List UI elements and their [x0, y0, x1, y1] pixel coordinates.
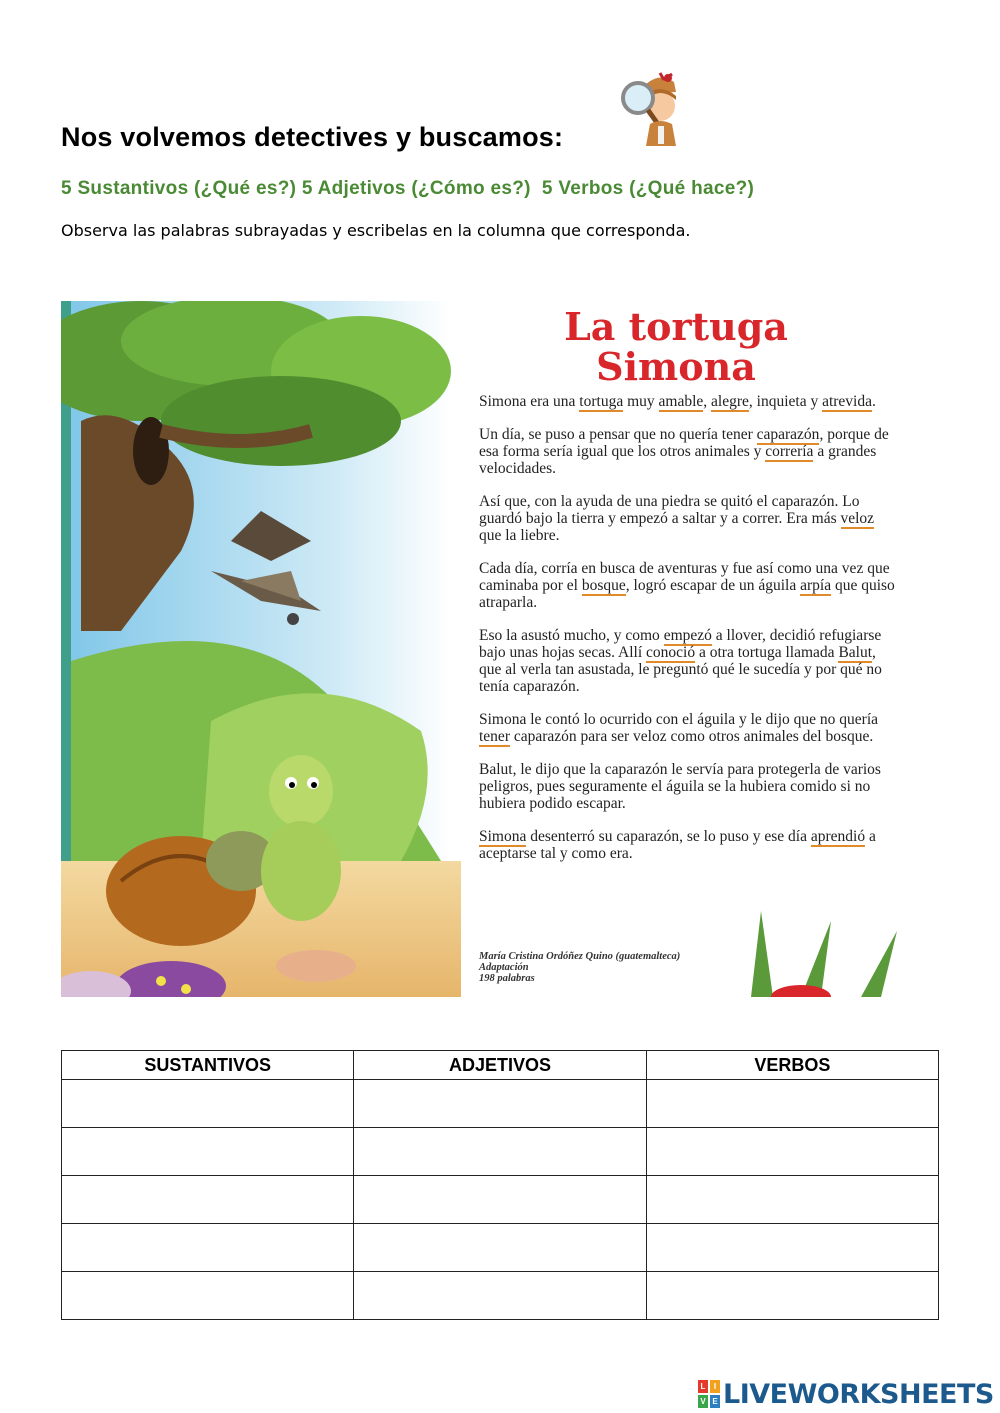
story-paragraph — [479, 393, 897, 410]
text: muy — [623, 393, 659, 410]
answer-cell-sustantivo[interactable] — [62, 1128, 354, 1176]
text: , logró escapar de un águila — [625, 577, 801, 594]
text: . — [872, 393, 876, 410]
story-paragraph — [479, 711, 897, 745]
story-paragraph — [479, 627, 897, 695]
answer-row — [62, 1272, 939, 1320]
answer-table-body — [62, 1080, 939, 1320]
logo-mark-icon — [698, 1380, 720, 1408]
underlined-word: Balut — [838, 644, 873, 661]
page-title: Nos volvemos detectives y buscamos: — [61, 122, 564, 152]
story-title-line1: La tortuga — [564, 304, 788, 349]
answer-cell-adjetivo[interactable] — [354, 1176, 646, 1224]
instruction-text: Observa las palabras subrayadas y escribelas en la columna que corresponda. — [61, 221, 691, 240]
text: Simona era una — [479, 393, 580, 410]
underlined-word: conoció — [646, 644, 696, 661]
story-paragraph — [479, 828, 897, 862]
text: , inquieta y — [748, 393, 823, 410]
liveworksheets-logo — [698, 1377, 994, 1411]
underlined-word: caparazón — [756, 426, 820, 443]
story-paragraph — [479, 426, 897, 477]
credit-note: Adaptación — [479, 962, 529, 973]
underlined-word: veloz — [840, 510, 875, 527]
text: que quiso atraparla. — [479, 577, 895, 611]
column-header-adjetivos: ADJETIVOS — [354, 1051, 646, 1080]
story-credit — [479, 951, 680, 984]
answer-cell-adjetivo[interactable] — [354, 1128, 646, 1176]
text: a llover, decidió refugiarse bajo unas hojas secas. Allí — [479, 627, 882, 661]
logo-letter: I — [710, 1380, 720, 1393]
text: Así que, con la ayuda de una piedra se quitó el caparazón. Lo guardó bajo la tierra y empezó a saltar y a correr. Era más — [479, 493, 860, 527]
answer-cell-adjetivo[interactable] — [354, 1272, 646, 1320]
credit-words: 198 palabras — [479, 973, 535, 984]
column-header-sustantivos: SUSTANTIVOS — [62, 1051, 354, 1080]
answer-cell-verbo[interactable] — [646, 1128, 938, 1176]
answer-cell-verbo[interactable] — [646, 1176, 938, 1224]
answer-cell-adjetivo[interactable] — [354, 1080, 646, 1128]
story-title — [481, 304, 871, 389]
text: Simona le contó lo ocurrido con el águila y le dijo que no quería — [479, 711, 879, 728]
instruction-subtitle: 5 Sustantivos (¿Qué es?) 5 Adjetivos (¿Cómo es?) 5 Verbos (¿Qué hace?) — [61, 178, 755, 199]
text: Eso la asustó mucho, y como — [479, 627, 664, 644]
text: Balut, le dijo que la caparazón le servía para protegerla de varios peligros, pues seguramente el águila se la hubiera comido si no hubiera podido escapar. — [479, 761, 881, 812]
credit-author: María Cristina Ordóñez Quino (guatemalteca) — [479, 951, 681, 962]
story-paragraph — [479, 493, 897, 544]
logo-letter: L — [698, 1380, 708, 1393]
answer-cell-verbo[interactable] — [646, 1272, 938, 1320]
answer-row — [62, 1224, 939, 1272]
story-paragraph — [479, 560, 897, 611]
answer-row — [62, 1176, 939, 1224]
column-header-verbos: VERBOS — [646, 1051, 938, 1080]
underlined-word: Simona — [479, 828, 527, 845]
detective-icon — [616, 70, 692, 150]
story-paragraph — [479, 761, 897, 812]
text: a otra tortuga llamada — [695, 644, 839, 661]
story-text — [479, 393, 897, 878]
text: caparazón para ser veloz como otros animales del bosque. — [509, 728, 874, 745]
underlined-word: tener — [479, 728, 510, 745]
underlined-word: alegre — [711, 393, 749, 410]
text: a aceptarse tal y como era. — [479, 828, 876, 862]
underlined-word: atrevida — [822, 393, 872, 410]
story-illustration-panel — [61, 301, 897, 997]
answer-cell-verbo[interactable] — [646, 1080, 938, 1128]
text: desenterró su caparazón, se lo puso y ese día — [526, 828, 811, 845]
underlined-word: tortuga — [579, 393, 624, 410]
answer-cell-sustantivo[interactable] — [62, 1272, 354, 1320]
logo-letter: V — [698, 1395, 708, 1408]
underlined-word: correría — [765, 443, 814, 460]
story-title-line2: Simona — [596, 344, 756, 389]
underlined-word: amable — [658, 393, 704, 410]
answer-cell-adjetivo[interactable] — [354, 1224, 646, 1272]
text: que la liebre. — [479, 527, 560, 544]
answer-table — [61, 1050, 939, 1320]
text: Un día, se puso a pensar que no quería tener — [479, 426, 757, 443]
answer-row — [62, 1128, 939, 1176]
text: a grandes velocidades. — [479, 443, 877, 477]
answer-cell-sustantivo[interactable] — [62, 1224, 354, 1272]
answer-row — [62, 1080, 939, 1128]
answer-cell-sustantivo[interactable] — [62, 1176, 354, 1224]
answer-cell-verbo[interactable] — [646, 1224, 938, 1272]
text: , — [703, 393, 712, 410]
underlined-word: empezó — [663, 627, 712, 644]
answer-table-header-row — [62, 1051, 939, 1080]
underlined-word: aprendió — [810, 828, 866, 845]
answer-cell-sustantivo[interactable] — [62, 1080, 354, 1128]
text: , que al verla tan asustada, le preguntó qué le sucedía y por qué no tenía caparazón. — [479, 644, 882, 695]
logo-letter: E — [710, 1395, 720, 1408]
underlined-word: arpía — [800, 577, 832, 594]
logo-text: LIVEWORKSHEETS — [723, 1378, 994, 1410]
underlined-word: bosque — [581, 577, 626, 594]
text: Cada día, corría en busca de aventuras y fue así como una vez que caminaba por el — [479, 560, 890, 594]
text: , porque de esa forma sería igual que los otros animales y — [479, 426, 889, 460]
